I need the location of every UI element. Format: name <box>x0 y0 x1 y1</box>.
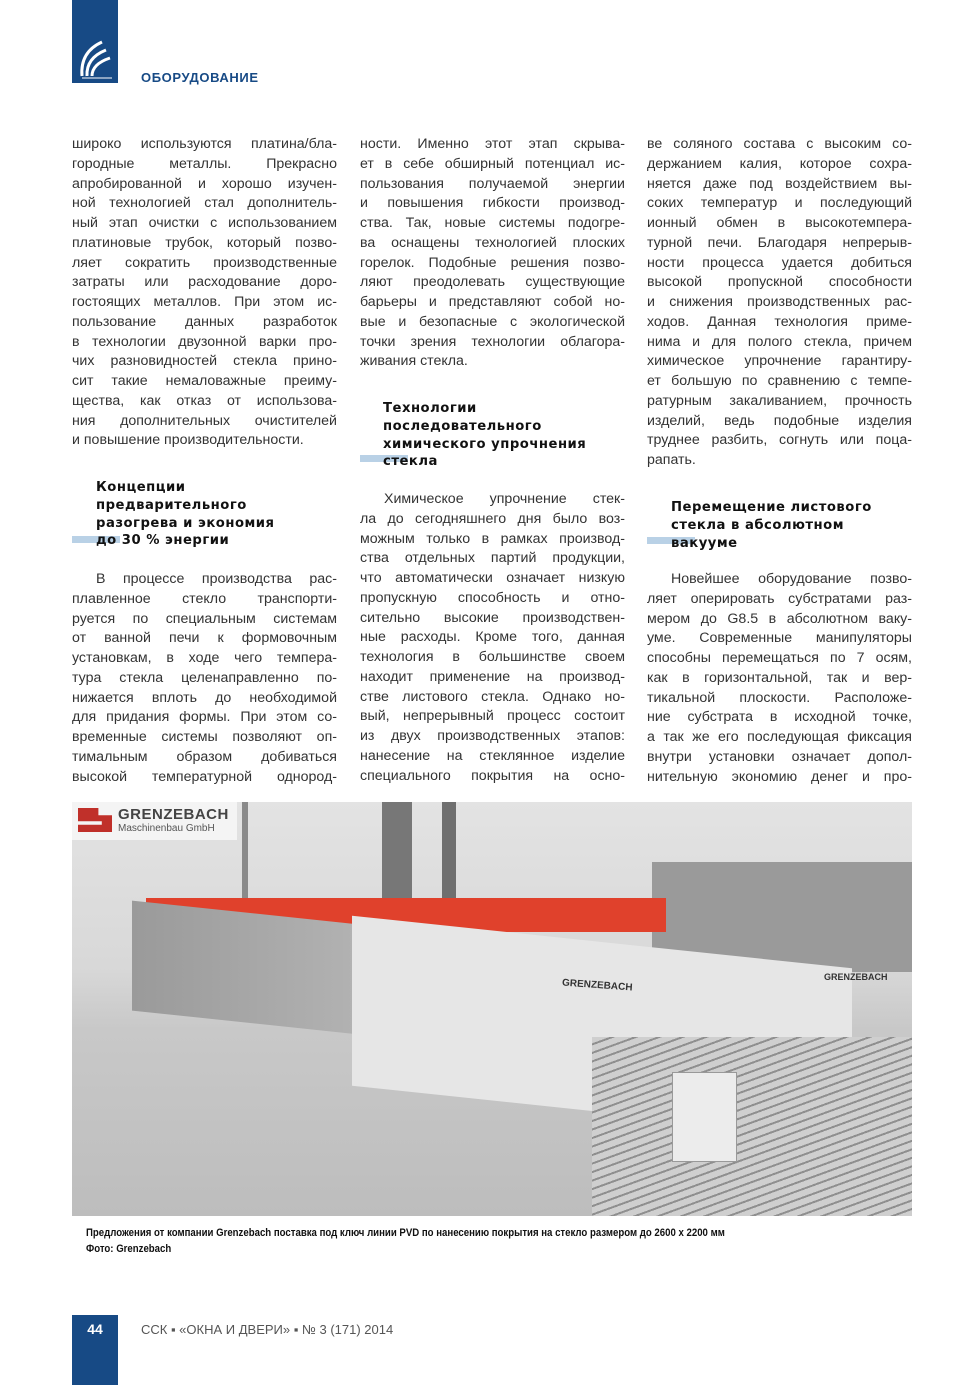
text-line: из двух производственных этапов: <box>360 728 625 744</box>
text-line: пропускную способность и отно- <box>360 589 625 606</box>
text-line: пользование данных разработок <box>72 313 337 330</box>
section-heading-line: Концепции <box>96 480 186 495</box>
text-line: ности. Именно этот этап скрыва- <box>360 136 625 152</box>
header-logo-block <box>72 0 118 83</box>
text-line: ва оснащены технологией плоских <box>360 234 625 251</box>
text-line: технология в большинстве своем <box>360 649 625 665</box>
text-line: высокой температурной однород- <box>72 768 337 785</box>
text-line: установкам, в ходе чего темпера- <box>72 650 337 666</box>
text-line: рапать. <box>647 452 696 468</box>
sign-brand: GRENZEBACH <box>118 806 229 823</box>
text-line: няется даже под воздействием вы- <box>647 175 912 192</box>
text-line: тикальной плоскости. Расположе- <box>647 689 912 706</box>
text-line: ет большую по сравнению с темпе- <box>647 373 912 389</box>
text-line: чих разновидностей стекла прино- <box>72 353 337 370</box>
text-line: сительно высокие производствен- <box>360 609 625 626</box>
section-heading-line: последовательного <box>383 418 542 434</box>
text-line: и повышения гибкости производ- <box>360 195 625 212</box>
text-line: держанием калия, которое сохра- <box>647 155 912 172</box>
text-line: ства. Так, новые системы подогре- <box>360 215 625 231</box>
text-line: изделий, ведь подобные изделия <box>647 412 912 429</box>
text-line: затраты или расходование доро- <box>72 274 337 291</box>
text-line: щества, как отказ от использова- <box>72 392 337 409</box>
text-line: соких температур и последующий <box>647 195 912 212</box>
section-heading-line: до 30 % энергии <box>96 533 230 549</box>
text-line: можным только в рамках производ- <box>360 530 625 547</box>
text-line: тимальным образом добиваться <box>72 748 337 765</box>
text-line: нима и для полого стекла, причем <box>647 333 912 350</box>
text-line: химическое упрочнение гарантиру- <box>647 353 912 370</box>
text-line: турной печи. Благодаря непрерыв- <box>647 234 912 251</box>
text-line: внутри установки означает допол- <box>647 748 912 765</box>
text-line: мером до G8.5 в абсолютном ваку- <box>647 610 912 627</box>
text-line: ляет оперировать субстратами раз- <box>647 590 912 607</box>
magazine-logo-icon <box>72 0 118 83</box>
text-line: Новейшее оборудование позво- <box>671 571 912 587</box>
text-line: городные металлы. Прекрасно <box>72 155 337 172</box>
text-line: горелок. Подобные решения позво- <box>360 254 625 271</box>
text-line: временные системы позволяют оп- <box>72 729 337 745</box>
text-line: точки зрения технологии облагора- <box>360 333 625 350</box>
machine-label: GRENZEBACH <box>561 977 633 994</box>
photo-credit: Фото: Grenzebach <box>86 1243 172 1255</box>
section-heading-line: разогрева и экономия <box>96 515 275 531</box>
text-line: ния дополнительных очистителей <box>72 412 337 429</box>
text-line: и повышение производительности. <box>72 432 304 449</box>
text-line: руется по специальным системам <box>72 610 337 627</box>
article-photo <box>72 802 912 1216</box>
text-line: ла до сегодняшнего дня было воз- <box>360 510 625 527</box>
text-line: ние субстрата в исходной точке, <box>647 709 912 726</box>
text-line: труднее разбить, согнуть или поца- <box>647 432 912 449</box>
text-line: пользования получаемой энергии <box>360 175 625 192</box>
text-line: стве листового стекла. Однако но- <box>360 688 625 705</box>
text-line: ляет сократить производственные <box>72 254 337 271</box>
text-line: в технологии двузонной варки про- <box>72 333 337 350</box>
section-heading-line: предварительного <box>96 497 247 513</box>
text-line: вые и безопасные с экологической <box>360 313 625 330</box>
text-line: для придания формы. При этом со- <box>72 709 337 726</box>
text-line: способны перемещаться по 7 осям, <box>647 650 912 666</box>
text-line: ионный обмен в высокотемпера- <box>647 215 912 231</box>
text-line: вый, непрерывный процесс состоит <box>360 708 625 725</box>
grenzebach-sign <box>72 802 237 840</box>
photo-caption: Предложения от компании Grenzebach поставка под ключ линии PVD по нанесению покрытия на стекло размером до 2600 х 2200 мм <box>86 1227 725 1239</box>
text-line: Химическое упрочнение стек- <box>384 491 625 507</box>
text-line: и снижения производственных рас- <box>647 294 912 310</box>
text-line: плавленное стекло транспорти- <box>72 590 337 607</box>
text-line: как в горизонтальной, так и вер- <box>647 669 912 686</box>
text-line: нанесение на стеклянное изделие <box>360 747 625 764</box>
text-line: В процессе производства рас- <box>96 571 337 587</box>
text-line: апробированной и хорошо изучен- <box>72 175 337 192</box>
text-line: что автоматически означает низкую <box>360 570 625 586</box>
text-line: широко используются платина/бла- <box>72 136 337 152</box>
publication-info: ССК ▪ «ОКНА И ДВЕРИ» ▪ № 3 (171) 2014 <box>141 1322 394 1337</box>
sign-sub: Maschinenbau GmbH <box>118 823 215 834</box>
text-line: ляют преодолевать существующие <box>360 274 625 291</box>
text-line: ства отдельных партий продукции, <box>360 550 625 567</box>
text-line: ве соляного состава с высоким со- <box>647 136 912 152</box>
text-line: ные расходы. Кроме того, данная <box>360 629 625 646</box>
text-line: сит такие немаловажные преиму- <box>72 373 337 389</box>
text-line: барьеры и представляют собой но- <box>360 294 625 310</box>
section-heading-line: химического упрочнения <box>383 436 587 452</box>
text-line: живания стекла. <box>360 353 468 370</box>
text-line: специального покрытия на осно- <box>360 767 625 784</box>
text-line: нижается вплоть до необходимой <box>72 689 337 706</box>
text-line: ной технологией стал дополнитель- <box>72 195 337 212</box>
text-line: от ванной печи к формовочным <box>72 630 337 647</box>
text-line: ратурным закаливанием, прочность <box>647 392 912 409</box>
text-line: высокой пропускной способности <box>647 274 912 291</box>
section-title: ОБОРУДОВАНИЕ <box>141 70 259 85</box>
text-line: гостоящих металлов. При этом ис- <box>72 294 337 310</box>
text-line: тура стекла целенаправленно по- <box>72 669 337 686</box>
section-heading-line: стекла <box>383 454 438 470</box>
page-number: 44 <box>87 1321 103 1337</box>
text-line: ет в себе обширный потенциал ис- <box>360 155 625 172</box>
text-line: нительную экономию денег и про- <box>647 768 912 785</box>
text-line: ходов. Данная технология приме- <box>647 313 912 330</box>
text-line: находит применение на производ- <box>360 668 625 685</box>
section-heading-line: Перемещение листового <box>671 500 872 515</box>
section-heading-line: стекла в абсолютном <box>671 517 844 533</box>
section-heading-line: Технологии <box>383 401 477 416</box>
text-line: ный этап очистки с использованием <box>72 215 337 231</box>
text-line: а так же его последующая фиксация <box>647 729 912 745</box>
section-heading-line: вакууме <box>671 535 738 551</box>
text-line: уме. Современные манипуляторы <box>647 630 912 647</box>
grenzebach-logo-icon <box>78 808 112 832</box>
text-line: ности процесса удается добиться <box>647 254 912 271</box>
machine-label-2: GRENZEBACH <box>824 972 888 982</box>
text-line: платиновые трубок, который позво- <box>72 234 337 251</box>
